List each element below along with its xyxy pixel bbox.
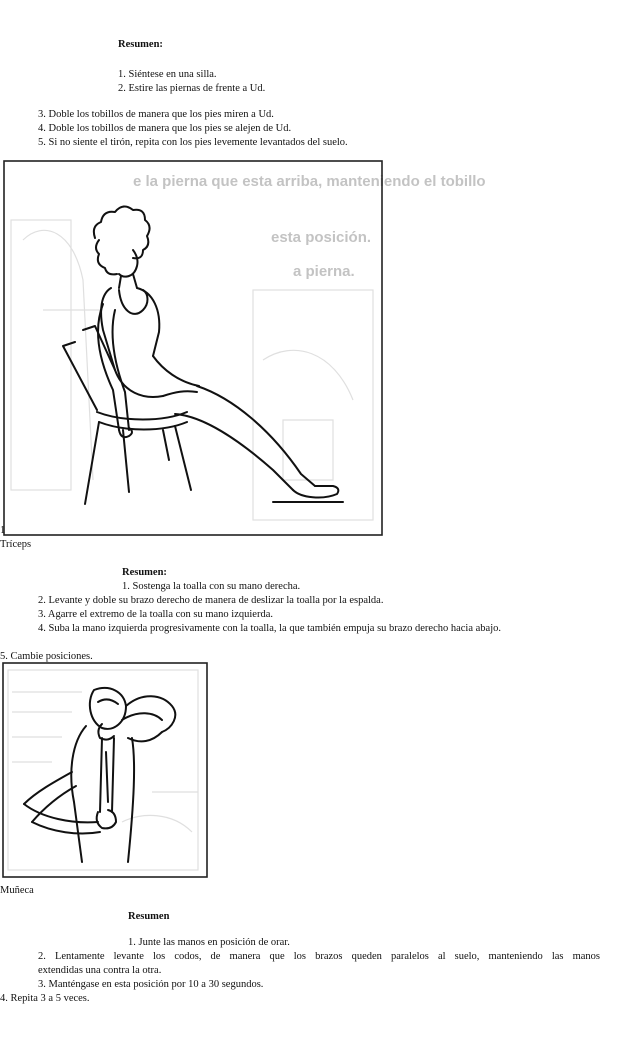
figure-triceps-towel-stretch	[2, 662, 208, 878]
section1-step-2: 2. Estire las piernas de frente a Ud.	[118, 83, 266, 94]
section2-step-2: 2. Levante y doble su brazo derecho de manera de deslizar la toalla por la espalda.	[38, 595, 384, 606]
bg-text-line-3: a pierna.	[293, 263, 355, 280]
section1-step-4: 4. Doble los tobillos de manera que los pies se alejen de Ud.	[38, 123, 292, 134]
section1-heading: Resumen:	[118, 39, 163, 50]
section1-step-5: 5. Si no siente el tirón, repita con los pies levemente levantados del suelo.	[38, 137, 348, 148]
bg-text-line-2: esta posición.	[271, 229, 372, 246]
section3-title: Muñeca	[0, 885, 34, 896]
section3-step-2: 2. Lentamente levante los codos, de manera que los brazos queden paralelos al suelo, manteniendo las manos	[38, 951, 600, 962]
section2-heading: Resumen:	[122, 567, 167, 578]
section2-step-1: 1. Sostenga la toalla con su mano derecha.	[122, 581, 301, 592]
triceps-stretch-illustration	[2, 662, 208, 878]
section3-step-2-continued: extendidas una contra la otra.	[38, 965, 162, 976]
section2-step-3: 3. Agarre el extremo de la toalla con su mano izquierda.	[38, 609, 273, 620]
section3-heading: Resumen	[128, 911, 170, 922]
bg-text-line-1: e la pierna que esta arriba, manteniendo el tobillo	[133, 173, 486, 190]
section3-step-1: 1. Junte las manos en posición de orar.	[128, 937, 290, 948]
figure-1-number: 1	[0, 525, 6, 536]
section3-step-3: 3. Manténgase en esta posición por 10 a 30 segundos.	[38, 979, 264, 990]
section2-step-5: 5. Cambie posiciones.	[0, 651, 93, 662]
section2-step-4: 4. Suba la mano izquierda progresivamente con la toalla, la que también empuja su brazo derecho hacia abajo.	[38, 623, 501, 634]
section2-title: Tríceps	[0, 539, 32, 550]
section1-step-1: 1. Siéntese en una silla.	[118, 69, 217, 80]
section1-step-3: 3. Doble los tobillos de manera que los pies miren a Ud.	[38, 109, 274, 120]
figure-seated-leg-stretch	[3, 160, 486, 536]
section3-step-4: 4. Repita 3 a 5 veces.	[0, 993, 90, 1004]
seated-stretch-illustration	[3, 160, 486, 536]
